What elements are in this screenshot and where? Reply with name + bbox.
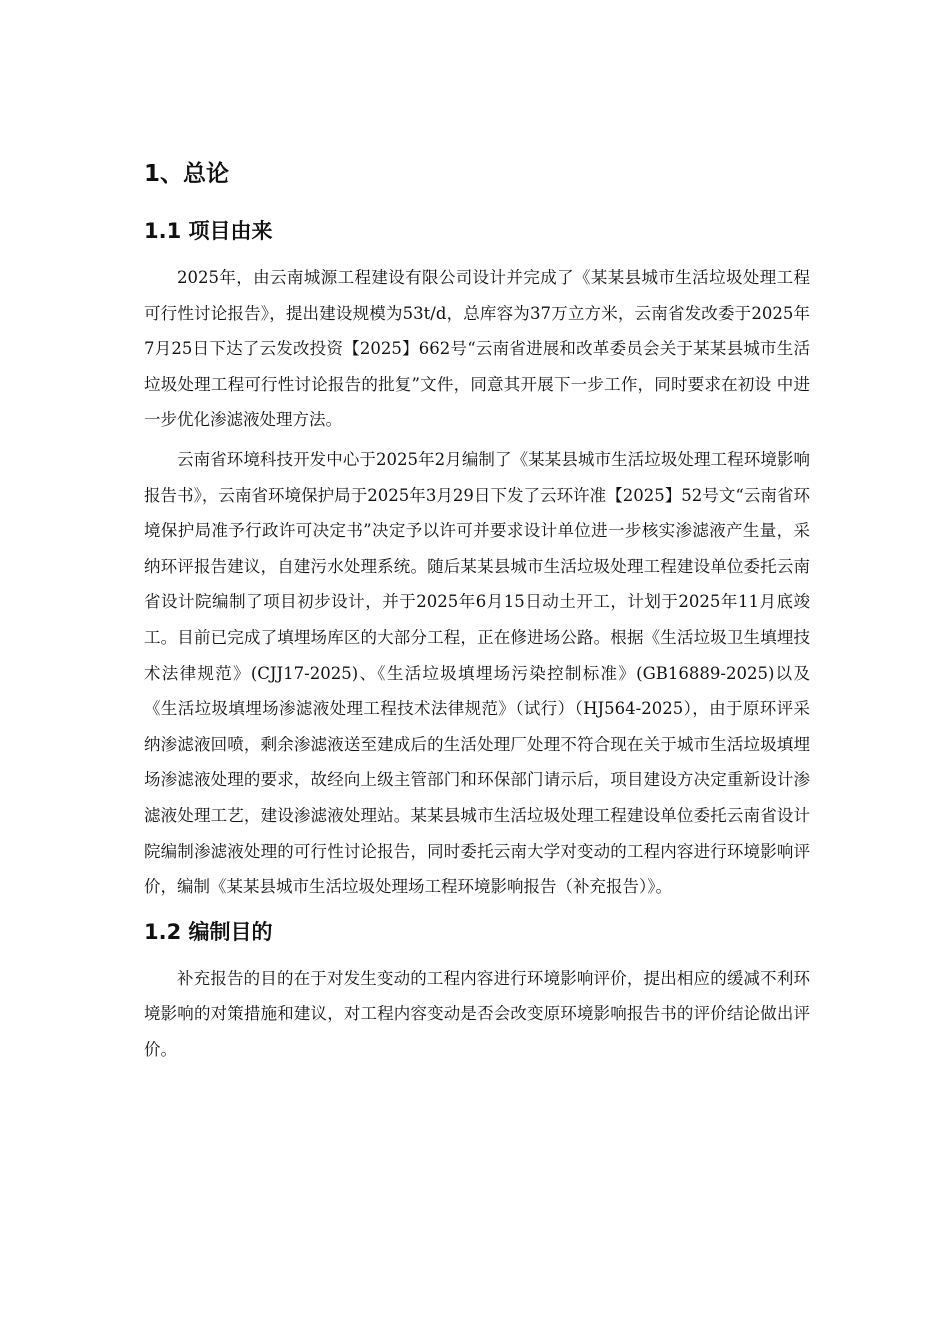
paragraph-purpose-1: 补充报告的目的在于对发生变动的工程内容进行环境影响评价，提出相应的缓减不利环境影响的对策措施和建议，对工程内容变动是否会改变原环境影响报告书的评价结论做出评价。 [144,968,810,1059]
document-body [144,150,810,1071]
section-heading-purpose: 1.2 编制目的 [144,919,273,944]
paragraph-project-origin-2: 云南省环境科技开发中心于2025年2月编制了《某某县城市生活垃圾处理工程环境影响报告书》，云南省环境保护局于2025年3月29日下发了云环许准【2025】52号文“云南省环境保护局准予行政许可决定书”决定予以许可并要求设计单位进一步核实渗滤液产生量，采纳环评报告建议，自建污水处理系统。随后某某县城市生活垃圾处理工程建设单位委托云南省设计院编制了项目初步设计，并于2025年6月15日动土开工，计划于2025年11月底竣工。目前已完成了填埋场库区的大部分工程，正在修进场公路。根据《生活垃圾卫生填埋技术法律规范》(CJJ17-2025)、《生活垃圾填埋场污染控制标准》(GB16889-2025)以及《生活垃圾填埋场渗滤液处理工程技术法律规范》（试行）（HJ564-2025），由于原环评采纳渗滤液回喷，剩余渗滤液送至建成后的生活处理厂处理不符合现在关于城市生活垃圾填埋场渗滤液处理的要求，故经向上级主管部门和环保部门请示后，项目建设方决定重新设计渗滤液处理工艺，建设渗滤液处理站。某某县城市生活垃圾处理工程建设单位委托云南省设计院编制渗滤液处理的可行性讨论报告，同时委托云南大学对变动的工程内容进行环境影响评价，编制《某某县城市生活垃圾处理场工程环境影响报告（补充报告）》。 [144,449,810,897]
chapter-heading: 1、总论 [144,161,230,187]
paragraph-project-origin-1: 2025年，由云南城源工程建设有限公司设计并完成了《某某县城市生活垃圾处理工程可行性讨论报告》，提出建设规模为53t/d，总库容为37万立方米，云南省发改委于2025年7月25日下达了云发改投资【2025】662号“云南省进展和改革委员会关于某某县城市生活垃圾处理工程可行性讨论报告的批复”文件，同意其开展下一步工作，同时要求在初设 中进一步优化渗滤液处理方法。 [144,268,810,430]
section-heading-project-origin: 1.1 项目由来 [144,219,273,243]
